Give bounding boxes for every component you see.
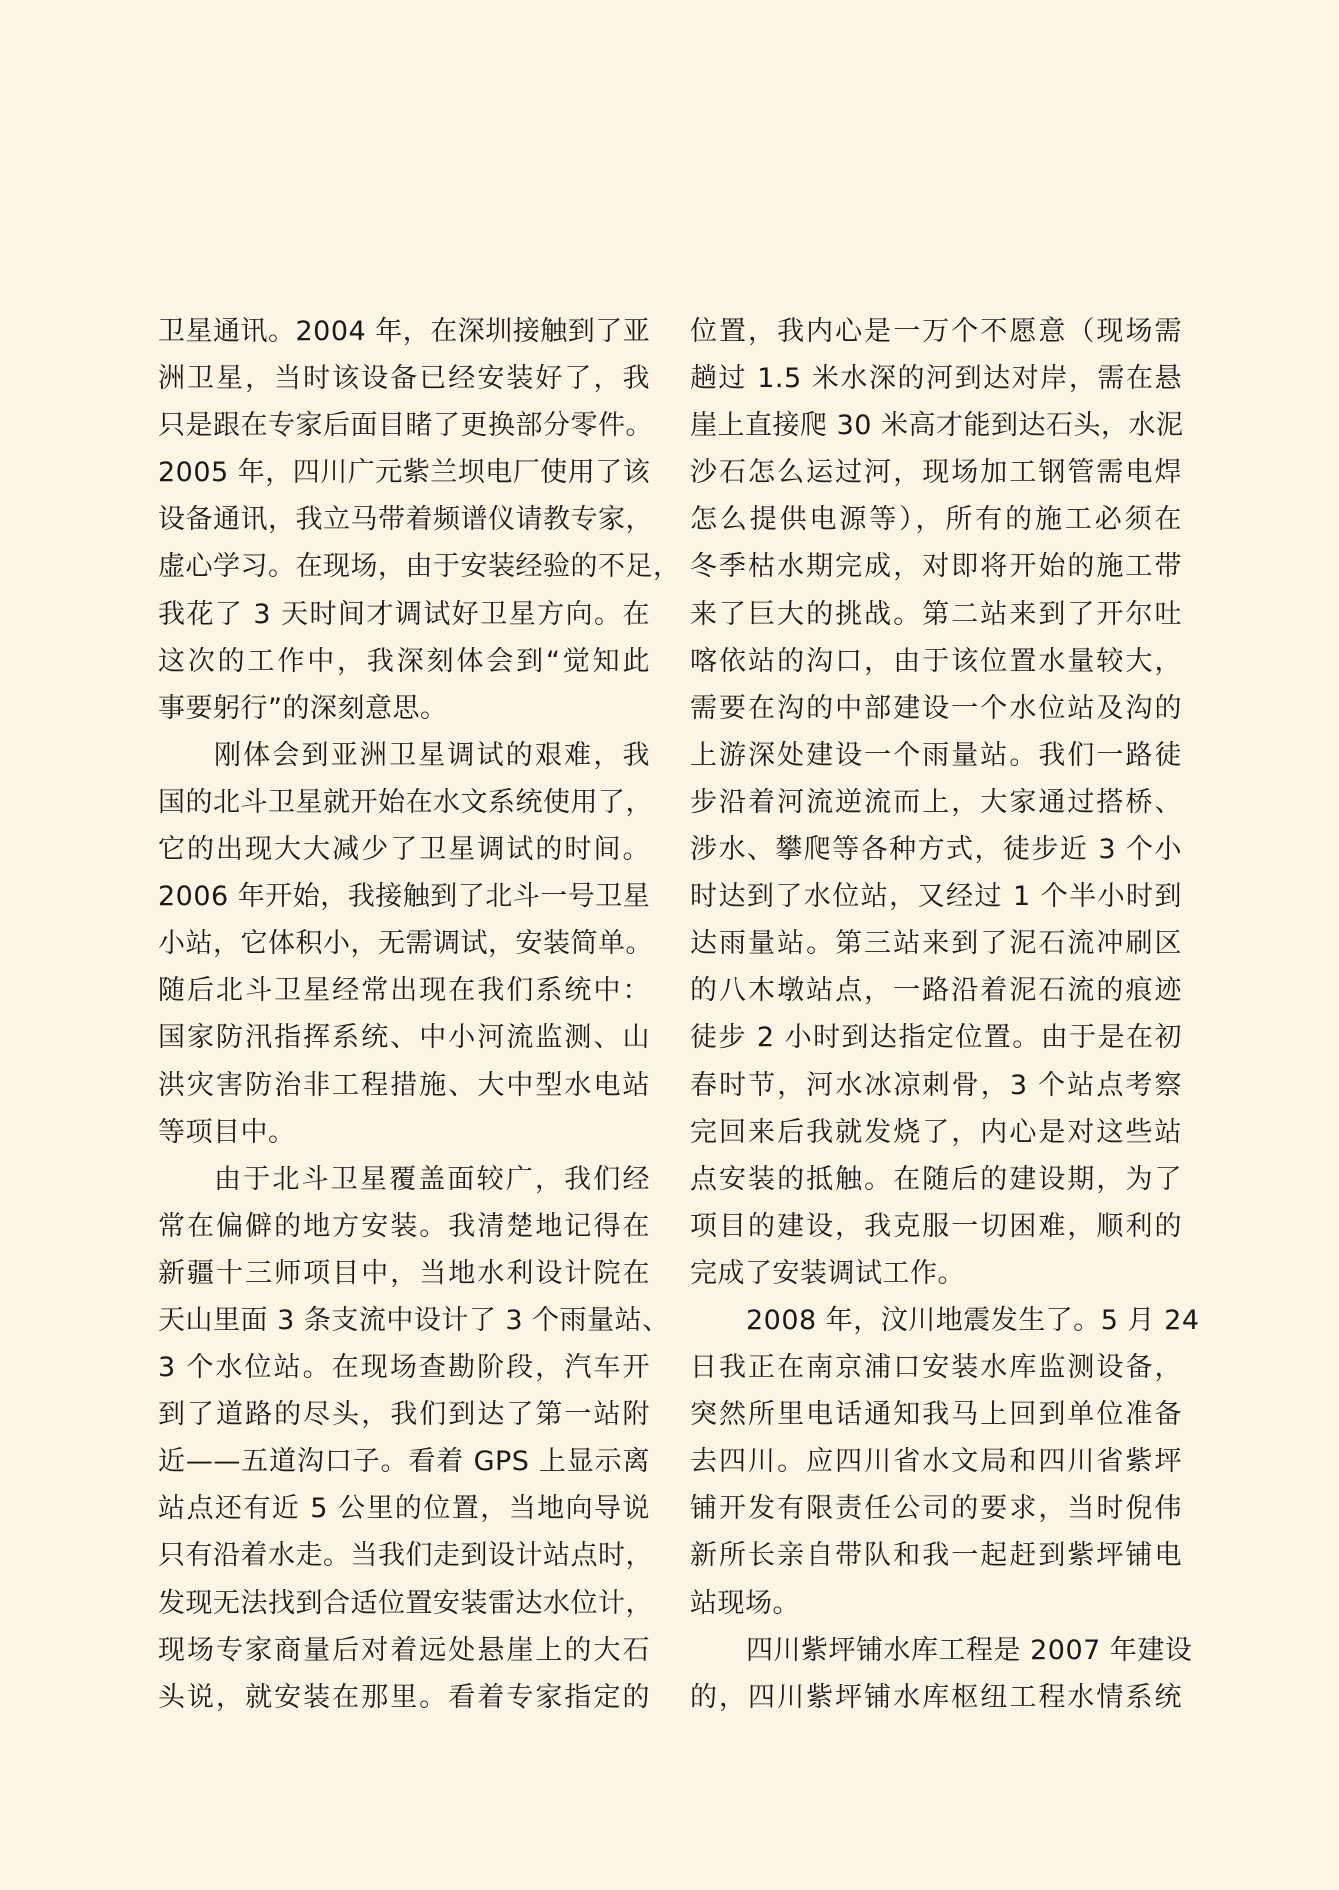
text-line: 冬季枯水期完成，对即将开始的施工带 [690, 551, 1182, 583]
text-line: 它的出现大大减少了卫星调试的时间。 [158, 834, 650, 866]
text-line: 国家防汛指挥系统、中小河流监测、山 [158, 1022, 650, 1054]
text-line: 3 个水位站。在现场查勘阶段，汽车开 [158, 1352, 650, 1384]
text-line: 随后北斗卫星经常出现在我们系统中： [158, 975, 650, 1007]
text-line: 洲卫星，当时该设备已经安装好了，我 [158, 363, 650, 395]
text-line: 事要躬行”的深刻意思。 [158, 692, 448, 724]
text-line: 天山里面 3 条支流中设计了 3 个雨量站、 [158, 1304, 670, 1336]
text-line: 新疆十三师项目中，当地水利设计院在 [158, 1257, 650, 1289]
text-line: 刚体会到亚洲卫星调试的艰难，我 [214, 739, 650, 771]
text-line: 来了巨大的挑战。第二站来到了开尔吐 [690, 598, 1182, 630]
text-line: 由于北斗卫星覆盖面较广，我们经 [214, 1163, 650, 1195]
text-line: 虚心学习。在现场，由于安装经验的不足， [158, 551, 681, 583]
text-line: 上游深处建设一个雨量站。我们一路徒 [690, 739, 1182, 771]
text-line: 站点还有近 5 公里的位置，当地向导说 [158, 1493, 650, 1525]
text-line: 设备通讯，我立马带着频谱仪请教专家， [158, 504, 653, 536]
text-line: 步沿着河流逆流而上，大家通过搭桥、 [690, 786, 1182, 818]
text-line: 2005 年，四川广元紫兰坝电厂使用了该 [158, 457, 651, 489]
text-line: 喀依站的沟口，由于该位置水量较大， [690, 645, 1182, 677]
text-line: 发现无法找到合适位置安装雷达水位计， [158, 1587, 653, 1619]
text-line: 到了道路的尽头，我们到达了第一站附 [158, 1399, 650, 1431]
right-text-column [690, 308, 1200, 1721]
text-line: 四川紫坪铺水库工程是 2007 年建设 [746, 1634, 1193, 1666]
text-line: 春时节，河水冰凉刺骨，3 个站点考察 [690, 1069, 1182, 1101]
text-line: 现场专家商量后对着远处悬崖上的大石 [158, 1634, 650, 1666]
text-line: 洪灾害防治非工程措施、大中型水电站 [158, 1069, 650, 1101]
text-line: 近——五道沟口子。看着 GPS 上显示离 [158, 1446, 650, 1478]
text-line: 位置，我内心是一万个不愿意（现场需 [690, 316, 1182, 347]
text-line: 需要在沟的中部建设一个水位站及沟的 [690, 692, 1182, 724]
text-line: 常在偏僻的地方安装。我清楚地记得在 [158, 1210, 650, 1242]
text-line: 只有沿着水走。当我们走到设计站点时， [158, 1540, 653, 1572]
text-line: 项目的建设，我克服一切困难，顺利的 [690, 1210, 1182, 1242]
text-line: 卫星通讯。2004 年，在深圳接触到了亚 [158, 316, 651, 347]
text-line: 时达到了水位站，又经过 1 个半小时到 [690, 881, 1182, 913]
text-line: 只是跟在专家后面目睹了更换部分零件。 [158, 410, 653, 442]
text-line: 达雨量站。第三站来到了泥石流冲刷区 [690, 928, 1182, 960]
text-line: 等项目中。 [158, 1116, 296, 1148]
text-line: 新所长亲自带队和我一起赶到紫坪铺电 [690, 1540, 1182, 1572]
text-line: 小站，它体积小，无需调试，安装简单。 [158, 928, 653, 960]
text-line: 怎么提供电源等），所有的施工必须在 [690, 504, 1182, 536]
text-line: 沙石怎么运过河，现场加工钢管需电焊 [690, 457, 1182, 489]
text-line: 的八木墩站点，一路沿着泥石流的痕迹 [690, 975, 1182, 1007]
text-line: 国的北斗卫星就开始在水文系统使用了， [158, 786, 653, 818]
left-text-column [158, 308, 681, 1721]
text-line: 涉水、攀爬等各种方式，徒步近 3 个小 [690, 834, 1182, 866]
text-line: 去四川。应四川省水文局和四川省紫坪 [690, 1446, 1182, 1478]
text-line: 2008 年，汶川地震发生了。5 月 24 [746, 1304, 1200, 1336]
text-line: 2006 年开始，我接触到了北斗一号卫星 [158, 881, 651, 913]
text-line: 这次的工作中，我深刻体会到“觉知此 [158, 645, 650, 677]
text-line: 头说，就安装在那里。看着专家指定的 [158, 1681, 650, 1713]
text-line: 趟过 1.5 米水深的河到达对岸，需在悬 [690, 363, 1182, 395]
text-line: 崖上直接爬 30 米高才能到达石头，水泥 [690, 410, 1184, 442]
text-line: 突然所里电话通知我马上回到单位准备 [690, 1399, 1182, 1431]
text-line: 日我正在南京浦口安装水库监测设备， [690, 1352, 1182, 1384]
text-line: 铺开发有限责任公司的要求，当时倪伟 [690, 1493, 1182, 1525]
text-line: 点安装的抵触。在随后的建设期，为了 [690, 1163, 1182, 1195]
text-line: 我花了 3 天时间才调试好卫星方向。在 [158, 598, 650, 630]
text-line: 完回来后我就发烧了，内心是对这些站 [690, 1116, 1182, 1148]
text-line: 完成了安装调试工作。 [690, 1257, 965, 1289]
text-line: 徒步 2 小时到达指定位置。由于是在初 [690, 1022, 1182, 1054]
text-line: 的，四川紫坪铺水库枢纽工程水情系统 [690, 1681, 1182, 1713]
text-line: 站现场。 [690, 1587, 800, 1619]
